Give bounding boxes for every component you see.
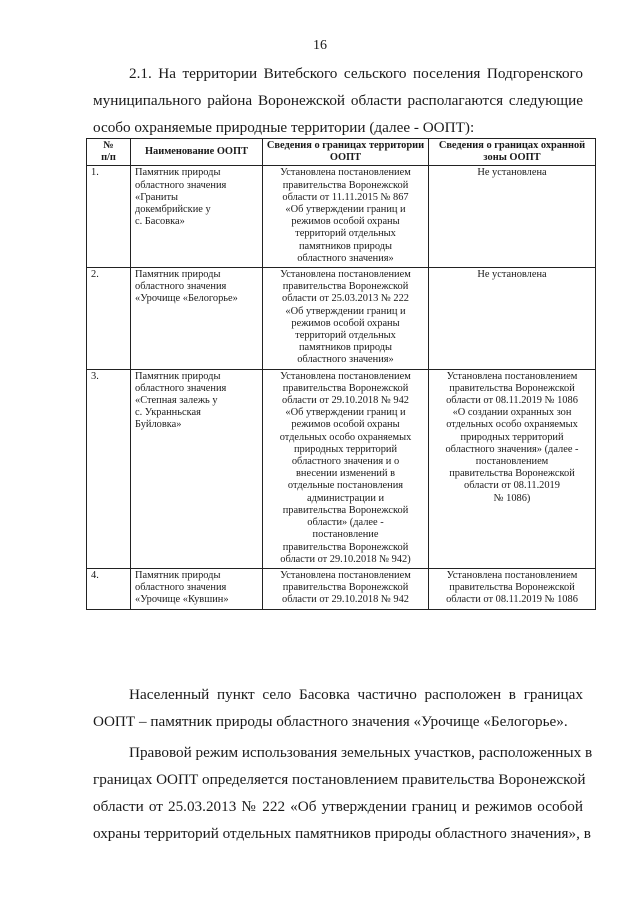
zone-info-line: правительства Воронежской xyxy=(449,382,575,394)
territory-info-line: области от 25.03.2013 № 222 xyxy=(282,293,409,305)
oopt-name-line: Памятник природы xyxy=(135,167,221,179)
territory-info-line: Установлена постановлением xyxy=(280,569,411,581)
oopt-name-line: докембрийские у xyxy=(135,204,211,216)
zone-info xyxy=(429,568,596,609)
table-header-row xyxy=(87,139,596,166)
oopt-name-line: с. Укранньская xyxy=(135,407,201,419)
territory-info-line: Установлена постановлением xyxy=(280,167,411,179)
zone-info-line: № 1086) xyxy=(493,492,531,504)
zone-info-line: постановлением xyxy=(475,456,549,468)
territory-info-line: правительства Воронежской xyxy=(282,504,409,516)
oopt-name-line: областного значения xyxy=(135,582,227,594)
table-row xyxy=(87,568,596,609)
territory-info-line: отдельные постановления xyxy=(287,480,404,492)
territory-info-line: Установлена постановлением xyxy=(280,370,411,382)
oopt-name-line: Памятник природы xyxy=(135,370,221,382)
oopt-name-line: «Граниты xyxy=(135,191,178,203)
territory-info-line: режимов особой охраны xyxy=(291,216,400,228)
zone-info-line: Не установлена xyxy=(477,269,547,281)
territory-info-line: территорий отдельных xyxy=(295,330,396,342)
zone-info xyxy=(429,369,596,568)
intro-line: особо охраняемые природные территории (далее - ООПТ): xyxy=(93,119,475,136)
territory-info-line: отдельных особо охраняемых xyxy=(279,431,412,443)
oopt-name xyxy=(131,166,263,268)
territory-info-line: правительства Воронежской xyxy=(282,582,409,594)
zone-info xyxy=(429,268,596,370)
row-number: 1. xyxy=(87,166,131,268)
territory-info-line: областного значения» xyxy=(297,354,394,366)
settlement-line: ООПТ – памятник природы областного значения «Урочище «Белогорье». xyxy=(93,713,568,730)
zone-info-line: правительства Воронежской xyxy=(449,582,575,594)
territory-info-line: области от 29.10.2018 № 942) xyxy=(280,553,411,565)
oopt-name-line: Памятник природы xyxy=(135,269,221,281)
territory-info-line: постановление xyxy=(312,529,379,541)
zone-info-line: области от 08.11.2019 № 1086 xyxy=(446,395,578,407)
legal-line: охраны территорий отдельных памятников природы областного значения», в xyxy=(93,825,591,842)
territory-info xyxy=(263,568,429,609)
table-row xyxy=(87,166,596,268)
oopt-name xyxy=(131,568,263,609)
oopt-name-line: с. Басовка» xyxy=(135,216,185,228)
legal-regime-paragraph xyxy=(93,739,593,847)
territory-info xyxy=(263,268,429,370)
territory-info-line: правительства Воронежской xyxy=(282,541,409,553)
settlement-paragraph xyxy=(93,681,583,735)
row-number: 4. xyxy=(87,568,131,609)
page-number: 16 xyxy=(313,38,327,53)
oopt-name xyxy=(131,369,263,568)
zone-info-line: природных территорий xyxy=(460,431,564,443)
oopt-name-line: «Степная залежь у xyxy=(135,395,218,407)
territory-info-line: области от 11.11.2015 № 867 xyxy=(282,191,409,203)
header-zone: Сведения о границах охранной зоны ООПТ xyxy=(429,139,596,166)
legal-line: границах ООПТ определяется постановлением правительства Воронежской xyxy=(93,771,586,788)
territory-info-line: режимов особой охраны xyxy=(291,419,400,431)
oopt-name-line: Буйловка» xyxy=(135,419,182,431)
territory-info-line: Установлена постановлением xyxy=(280,269,411,281)
territory-info-line: «Об утверждении границ и xyxy=(285,407,406,419)
territory-info-line: правительства Воронежской xyxy=(282,281,409,293)
territory-info-line: правительства Воронежской xyxy=(282,382,409,394)
oopt-name-line: областного значения xyxy=(135,179,227,191)
oopt-table xyxy=(86,138,596,610)
legal-line: Правовой режим использования земельных участков, расположенных в xyxy=(129,744,593,761)
settlement-line: Населенный пункт село Басовка частично расположен в границах xyxy=(129,686,583,703)
zone-info-line: области от 08.11.2019 xyxy=(464,480,560,492)
oopt-name-line: «Урочище «Кувшин» xyxy=(135,594,229,606)
zone-info-line: Установлена постановлением xyxy=(446,569,578,581)
zone-info-line: Не установлена xyxy=(477,167,547,179)
row-number: 2. xyxy=(87,268,131,370)
oopt-name-line: областного значения xyxy=(135,281,227,293)
zone-info-line: отдельных особо охраняемых xyxy=(446,419,578,431)
oopt-name-line: Памятник природы xyxy=(135,569,221,581)
header-name: Наименование ООПТ xyxy=(131,139,263,166)
zone-info-line: области от 08.11.2019 № 1086 xyxy=(446,594,578,606)
territory-info-line: правительства Воронежской xyxy=(282,179,409,191)
territory-info-line: памятников природы xyxy=(298,342,393,354)
territory-info-line: «Об утверждении границ и xyxy=(285,204,406,216)
territory-info-line: областного значения и о xyxy=(291,456,400,468)
territory-info-line: памятников природы xyxy=(298,240,393,252)
row-number: 3. xyxy=(87,369,131,568)
intro-line: муниципального района Воронежской области располагаются следующие xyxy=(93,92,583,109)
territory-info-line: природных территорий xyxy=(293,443,398,455)
oopt-name-line: областного значения xyxy=(135,382,227,394)
territory-info xyxy=(263,369,429,568)
territory-info-line: администрации и xyxy=(306,492,385,504)
legal-line: области от 25.03.2013 № 222 «Об утверждении границ и режимов особой xyxy=(93,798,583,815)
zone-info xyxy=(429,166,596,268)
territory-info-line: режимов особой охраны xyxy=(291,317,400,329)
territory-info-line: областного значения» xyxy=(297,252,394,264)
zone-info-line: Установлена постановлением xyxy=(446,370,578,382)
territory-info-line: области от 29.10.2018 № 942 xyxy=(282,395,409,407)
territory-info xyxy=(263,166,429,268)
territory-info-line: территорий отдельных xyxy=(295,228,396,240)
territory-info-line: области от 29.10.2018 № 942 xyxy=(282,594,409,606)
oopt-name xyxy=(131,268,263,370)
table-row xyxy=(87,369,596,568)
zone-info-line: правительства Воронежской xyxy=(449,468,575,480)
territory-info-line: области» (далее - xyxy=(307,517,384,529)
territory-info-line: внесении изменений в xyxy=(295,468,396,480)
intro-line: 2.1. На территории Витебского сельского поселения Подгоренского xyxy=(129,65,583,82)
oopt-name-line: «Урочище «Белогорье» xyxy=(135,293,238,305)
header-number: № п/п xyxy=(87,139,131,166)
zone-info-line: «О создании охранных зон xyxy=(452,407,572,419)
territory-info-line: «Об утверждении границ и xyxy=(285,305,406,317)
table-row xyxy=(87,268,596,370)
header-territory: Сведения о границах территории ООПТ xyxy=(263,139,429,166)
intro-paragraph xyxy=(93,60,583,141)
zone-info-line: областного значения» (далее - xyxy=(445,443,579,455)
